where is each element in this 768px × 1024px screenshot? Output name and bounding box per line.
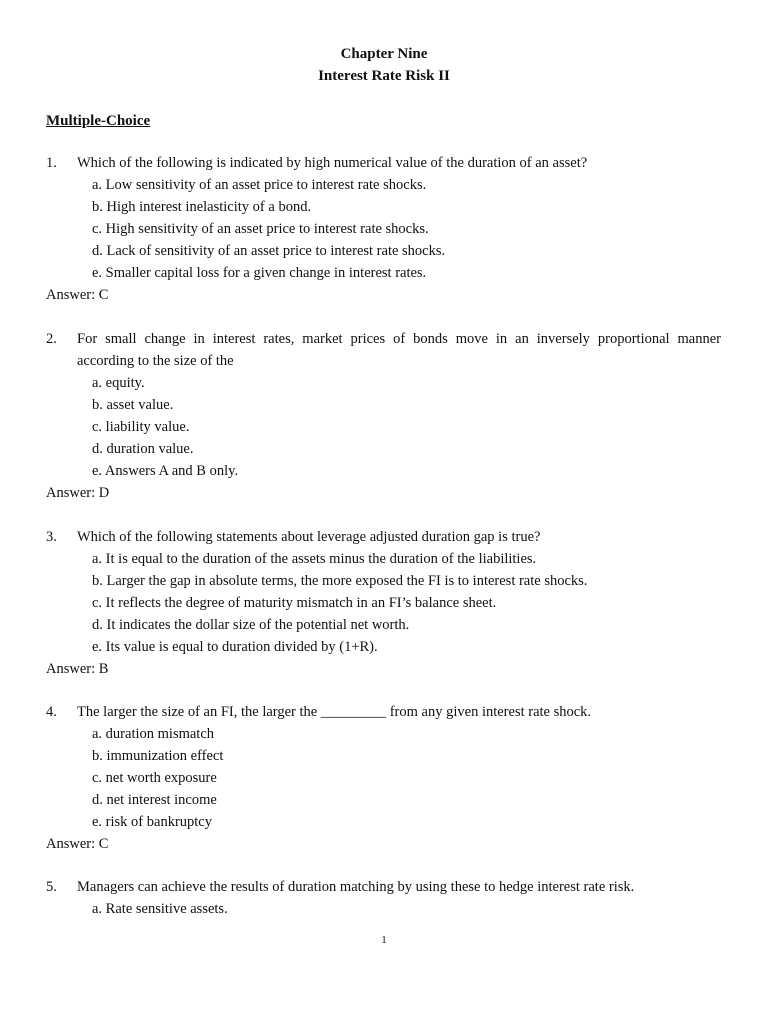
answer-option: d. It indicates the dollar size of the potential net worth. (92, 617, 410, 633)
question-stem: The larger the size of an FI, the larger the _________ from any given interest rate shock. (77, 704, 592, 720)
answer-option: a. duration mismatch (92, 726, 215, 742)
answer-option: e. Smaller capital loss for a given change in interest rates. (92, 265, 427, 281)
answer-option: b. immunization effect (92, 748, 224, 764)
answer-option: a. Low sensitivity of an asset price to interest rate shocks. (92, 177, 427, 193)
answer-option: e. Answers A and B only. (92, 463, 239, 479)
answer-key: Answer: B (46, 661, 109, 677)
section-heading: Multiple-Choice (46, 113, 151, 129)
question-number: 4. (46, 704, 57, 720)
question-stem: Which of the following is indicated by high numerical value of the duration of an asset? (77, 155, 588, 171)
answer-option: a. Rate sensitive assets. (92, 901, 228, 917)
answer-option: e. risk of bankruptcy (92, 814, 212, 830)
answer-option: c. net worth exposure (92, 770, 217, 786)
question-number: 2. (46, 331, 57, 347)
answer-option: e. Its value is equal to duration divided by (1+R). (92, 639, 378, 655)
answer-option: b. High interest inelasticity of a bond. (92, 199, 312, 215)
question-stem: Managers can achieve the results of duration matching by using these to hedge interest rate risk. (77, 879, 635, 895)
answer-option: c. It reflects the degree of maturity mismatch in an FI’s balance sheet. (92, 595, 497, 611)
answer-key: Answer: C (46, 287, 109, 303)
question-stem: For small change in interest rates, market prices of bonds move in an inversely proportional manner (77, 331, 721, 347)
question-number: 3. (46, 529, 57, 545)
chapter-subtitle: Interest Rate Risk II (318, 68, 450, 84)
answer-option: c. liability value. (92, 419, 190, 435)
chapter-title: Chapter Nine (340, 46, 428, 62)
question-number: 1. (46, 155, 57, 171)
answer-option: d. net interest income (92, 792, 217, 808)
question-stem: according to the size of the (77, 353, 234, 369)
answer-option: d. duration value. (92, 441, 194, 457)
question-stem: Which of the following statements about leverage adjusted duration gap is true? (77, 529, 541, 545)
page-number: 1 (381, 934, 387, 946)
answer-option: d. Lack of sensitivity of an asset price to interest rate shocks. (92, 243, 446, 259)
answer-option: b. asset value. (92, 397, 174, 413)
question-number: 5. (46, 879, 57, 895)
answer-key: Answer: C (46, 836, 109, 852)
answer-option: a. equity. (92, 375, 145, 391)
answer-option: c. High sensitivity of an asset price to interest rate shocks. (92, 221, 429, 237)
answer-option: a. It is equal to the duration of the assets minus the duration of the liabilities. (92, 551, 537, 567)
answer-option: b. Larger the gap in absolute terms, the more exposed the FI is to interest rate shocks. (92, 573, 588, 589)
answer-key: Answer: D (46, 485, 110, 501)
